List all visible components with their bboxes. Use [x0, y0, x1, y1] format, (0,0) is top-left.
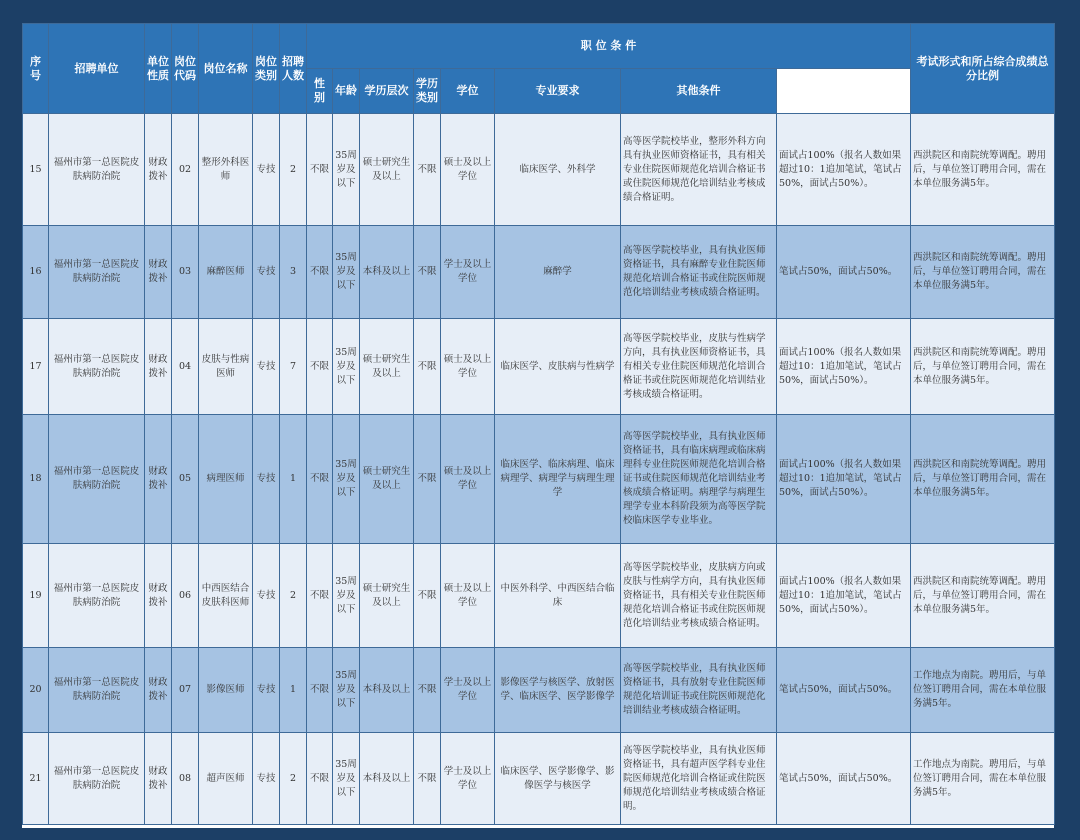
cell-education: 本科及以上 [360, 648, 414, 733]
cell-seq: 21 [23, 733, 49, 825]
header-degree: 学位 [441, 69, 495, 114]
cell-count: 3 [280, 226, 307, 319]
cell-exam: 面试占100%（报名人数如果超过10：1追加笔试，笔试占50%，面试占50%）。 [777, 319, 911, 415]
recruitment-table [22, 23, 1055, 825]
cell-unit: 福州市第一总医院皮肤病防治院 [49, 733, 145, 825]
cell-seq: 17 [23, 319, 49, 415]
cell-seq: 20 [23, 648, 49, 733]
header-exam: 考试形式和所占综合成绩总分比例 [911, 24, 1055, 114]
cell-unit: 福州市第一总医院皮肤病防治院 [49, 226, 145, 319]
cell-post-name: 中西医结合皮肤科医师 [199, 544, 253, 648]
cell-edu-category: 不限 [414, 226, 441, 319]
cell-post-name: 麻醉医师 [199, 226, 253, 319]
header-post-name: 岗位名称 [199, 24, 253, 114]
header-count: 招聘人数 [280, 24, 307, 114]
cell-count: 2 [280, 544, 307, 648]
cell-education: 本科及以上 [360, 733, 414, 825]
cell-edu-category: 不限 [414, 415, 441, 544]
cell-unit-type: 财政拨补 [145, 648, 172, 733]
cell-edu-category: 不限 [414, 114, 441, 226]
cell-edu-category: 不限 [414, 648, 441, 733]
cell-unit-type: 财政拨补 [145, 114, 172, 226]
cell-remark: 西洪院区和南院统筹调配。聘用后，与单位签订聘用合同，需在本单位服务满5年。 [911, 114, 1055, 226]
cell-exam: 笔试占50%，面试占50%。 [777, 648, 911, 733]
table-row [23, 226, 1055, 319]
cell-unit-type: 财政拨补 [145, 415, 172, 544]
cell-gender: 不限 [307, 114, 333, 226]
cell-other: 高等医学院校毕业，皮肤病方向或皮肤与性病学方向，具有执业医师资格证书，具有相关专业住院医师规范化培训合格证书或住院医师规范化培训结业考核成绩合格证明。 [621, 544, 777, 648]
cell-age: 35周岁及以下 [333, 544, 360, 648]
cell-other: 高等医学院校毕业，皮肤与性病学方向，具有执业医师资格证书，具有相关专业住院医师规范化培训合格证书或住院医师规范化培训结业考核成绩合格证明。 [621, 319, 777, 415]
cell-other: 高等医学院校毕业，具有执业医师资格证书，具有临床病理或临床病理科专业住院医师规范化培训合格证书或住院医师规范化培训结业考核成绩合格证明。病理学与病理生理学专业本科阶段须为高等医学院校临床医学专业毕业。 [621, 415, 777, 544]
table-row [23, 319, 1055, 415]
cell-post-category: 专技 [253, 319, 280, 415]
cell-gender: 不限 [307, 733, 333, 825]
cell-major: 临床医学、皮肤病与性病学 [495, 319, 621, 415]
cell-post-code: 06 [172, 544, 199, 648]
cell-degree: 学士及以上学位 [441, 226, 495, 319]
cell-post-category: 专技 [253, 648, 280, 733]
header-conditions: 职 位 条 件 [307, 24, 911, 69]
cell-remark: 西洪院区和南院统筹调配。聘用后，与单位签订聘用合同，需在本单位服务满5年。 [911, 226, 1055, 319]
header-education: 学历层次 [360, 69, 414, 114]
cell-exam: 面试占100%（报名人数如果超过10：1追加笔试，笔试占50%，面试占50%）。 [777, 415, 911, 544]
table-body [23, 114, 1055, 825]
cell-gender: 不限 [307, 648, 333, 733]
cell-count: 2 [280, 114, 307, 226]
cell-post-category: 专技 [253, 415, 280, 544]
cell-unit: 福州市第一总医院皮肤病防治院 [49, 114, 145, 226]
cell-post-code: 03 [172, 226, 199, 319]
cell-unit-type: 财政拨补 [145, 319, 172, 415]
cell-unit: 福州市第一总医院皮肤病防治院 [49, 544, 145, 648]
cell-degree: 学士及以上学位 [441, 648, 495, 733]
cell-other: 高等医学院校毕业，具有执业医师资格证书，具有超声医学科专业住院医师规范化培训合格证或住院医师规范化培训结业考核成绩合格证明。 [621, 733, 777, 825]
cell-gender: 不限 [307, 415, 333, 544]
cell-major: 影像医学与核医学、放射医学、临床医学、医学影像学 [495, 648, 621, 733]
cell-remark: 西洪院区和南院统筹调配。聘用后，与单位签订聘用合同，需在本单位服务满5年。 [911, 544, 1055, 648]
cell-remark: 工作地点为南院。聘用后，与单位签订聘用合同，需在本单位服务满5年。 [911, 733, 1055, 825]
cell-post-name: 影像医师 [199, 648, 253, 733]
table-row [23, 415, 1055, 544]
cell-education: 硕士研究生及以上 [360, 415, 414, 544]
cell-other: 高等医学院校毕业，整形外科方向具有执业医师资格证书，具有相关专业住院医师规范化培训合格证书或住院医师规范化培训结业考核成绩合格证明。 [621, 114, 777, 226]
cell-seq: 18 [23, 415, 49, 544]
cell-major: 临床医学、临床病理、临床病理学、病理学与病理生理学 [495, 415, 621, 544]
cell-post-category: 专技 [253, 226, 280, 319]
cell-seq: 19 [23, 544, 49, 648]
header-unit: 招聘单位 [49, 24, 145, 114]
cell-post-name: 病理医师 [199, 415, 253, 544]
recruitment-table-frame [22, 23, 1054, 828]
cell-degree: 硕士及以上学位 [441, 319, 495, 415]
cell-unit-type: 财政拨补 [145, 733, 172, 825]
cell-other: 高等医学院校毕业，具有执业医师资格证书，具有放射专业住院医师规范化培训证书或住院医师规范化培训结业考核成绩合格证明。 [621, 648, 777, 733]
cell-other: 高等医学院校毕业，具有执业医师资格证书，具有麻醉专业住院医师规范化培训合格证书或住院医师规范化培训结业考核成绩合格证明。 [621, 226, 777, 319]
table-row [23, 544, 1055, 648]
cell-age: 35周岁及以下 [333, 319, 360, 415]
cell-unit-type: 财政拨补 [145, 544, 172, 648]
header-post-category: 岗位类别 [253, 24, 280, 114]
cell-post-category: 专技 [253, 114, 280, 226]
cell-age: 35周岁及以下 [333, 733, 360, 825]
table-header [23, 24, 1055, 114]
cell-exam: 笔试占50%，面试占50%。 [777, 226, 911, 319]
cell-edu-category: 不限 [414, 544, 441, 648]
cell-exam: 面试占100%（报名人数如果超过10：1追加笔试，笔试占50%，面试占50%）。 [777, 114, 911, 226]
cell-post-code: 08 [172, 733, 199, 825]
cell-post-name: 超声医师 [199, 733, 253, 825]
cell-seq: 16 [23, 226, 49, 319]
cell-age: 35周岁及以下 [333, 648, 360, 733]
cell-education: 本科及以上 [360, 226, 414, 319]
header-gender: 性别 [307, 69, 333, 114]
cell-post-category: 专技 [253, 544, 280, 648]
cell-major: 临床医学、医学影像学、影像医学与核医学 [495, 733, 621, 825]
table-row [23, 733, 1055, 825]
cell-remark: 西洪院区和南院统筹调配。聘用后，与单位签订聘用合同，需在本单位服务满5年。 [911, 319, 1055, 415]
header-other: 其他条件 [621, 69, 777, 114]
cell-age: 35周岁及以下 [333, 226, 360, 319]
cell-post-code: 07 [172, 648, 199, 733]
cell-count: 1 [280, 415, 307, 544]
cell-education: 硕士研究生及以上 [360, 114, 414, 226]
cell-age: 35周岁及以下 [333, 415, 360, 544]
header-seq: 序号 [23, 24, 49, 114]
cell-education: 硕士研究生及以上 [360, 544, 414, 648]
cell-post-name: 皮肤与性病医师 [199, 319, 253, 415]
cell-education: 硕士研究生及以上 [360, 319, 414, 415]
cell-major: 中医外科学、中西医结合临床 [495, 544, 621, 648]
cell-unit: 福州市第一总医院皮肤病防治院 [49, 648, 145, 733]
cell-age: 35周岁及以下 [333, 114, 360, 226]
cell-gender: 不限 [307, 319, 333, 415]
cell-exam: 笔试占50%，面试占50%。 [777, 733, 911, 825]
cell-post-category: 专技 [253, 733, 280, 825]
header-major: 专业要求 [495, 69, 621, 114]
header-post-code: 岗位代码 [172, 24, 199, 114]
cell-post-code: 02 [172, 114, 199, 226]
cell-post-code: 04 [172, 319, 199, 415]
cell-degree: 硕士及以上学位 [441, 544, 495, 648]
cell-exam: 面试占100%（报名人数如果超过10：1追加笔试，笔试占50%，面试占50%）。 [777, 544, 911, 648]
cell-unit: 福州市第一总医院皮肤病防治院 [49, 415, 145, 544]
cell-count: 7 [280, 319, 307, 415]
cell-remark: 工作地点为南院。聘用后，与单位签订聘用合同，需在本单位服务满5年。 [911, 648, 1055, 733]
cell-remark: 西洪院区和南院统筹调配。聘用后，与单位签订聘用合同，需在本单位服务满5年。 [911, 415, 1055, 544]
cell-seq: 15 [23, 114, 49, 226]
header-age: 年龄 [333, 69, 360, 114]
cell-count: 2 [280, 733, 307, 825]
cell-degree: 硕士及以上学位 [441, 415, 495, 544]
cell-degree: 硕士及以上学位 [441, 114, 495, 226]
header-unit-type: 单位性质 [145, 24, 172, 114]
cell-post-code: 05 [172, 415, 199, 544]
cell-count: 1 [280, 648, 307, 733]
cell-post-name: 整形外科医师 [199, 114, 253, 226]
cell-edu-category: 不限 [414, 733, 441, 825]
cell-degree: 学士及以上学位 [441, 733, 495, 825]
cell-unit: 福州市第一总医院皮肤病防治院 [49, 319, 145, 415]
cell-gender: 不限 [307, 226, 333, 319]
cell-edu-category: 不限 [414, 319, 441, 415]
table-row [23, 114, 1055, 226]
cell-major: 临床医学、外科学 [495, 114, 621, 226]
cell-gender: 不限 [307, 544, 333, 648]
table-row [23, 648, 1055, 733]
header-edu-category: 学历类别 [414, 69, 441, 114]
cell-major: 麻醉学 [495, 226, 621, 319]
cell-unit-type: 财政拨补 [145, 226, 172, 319]
